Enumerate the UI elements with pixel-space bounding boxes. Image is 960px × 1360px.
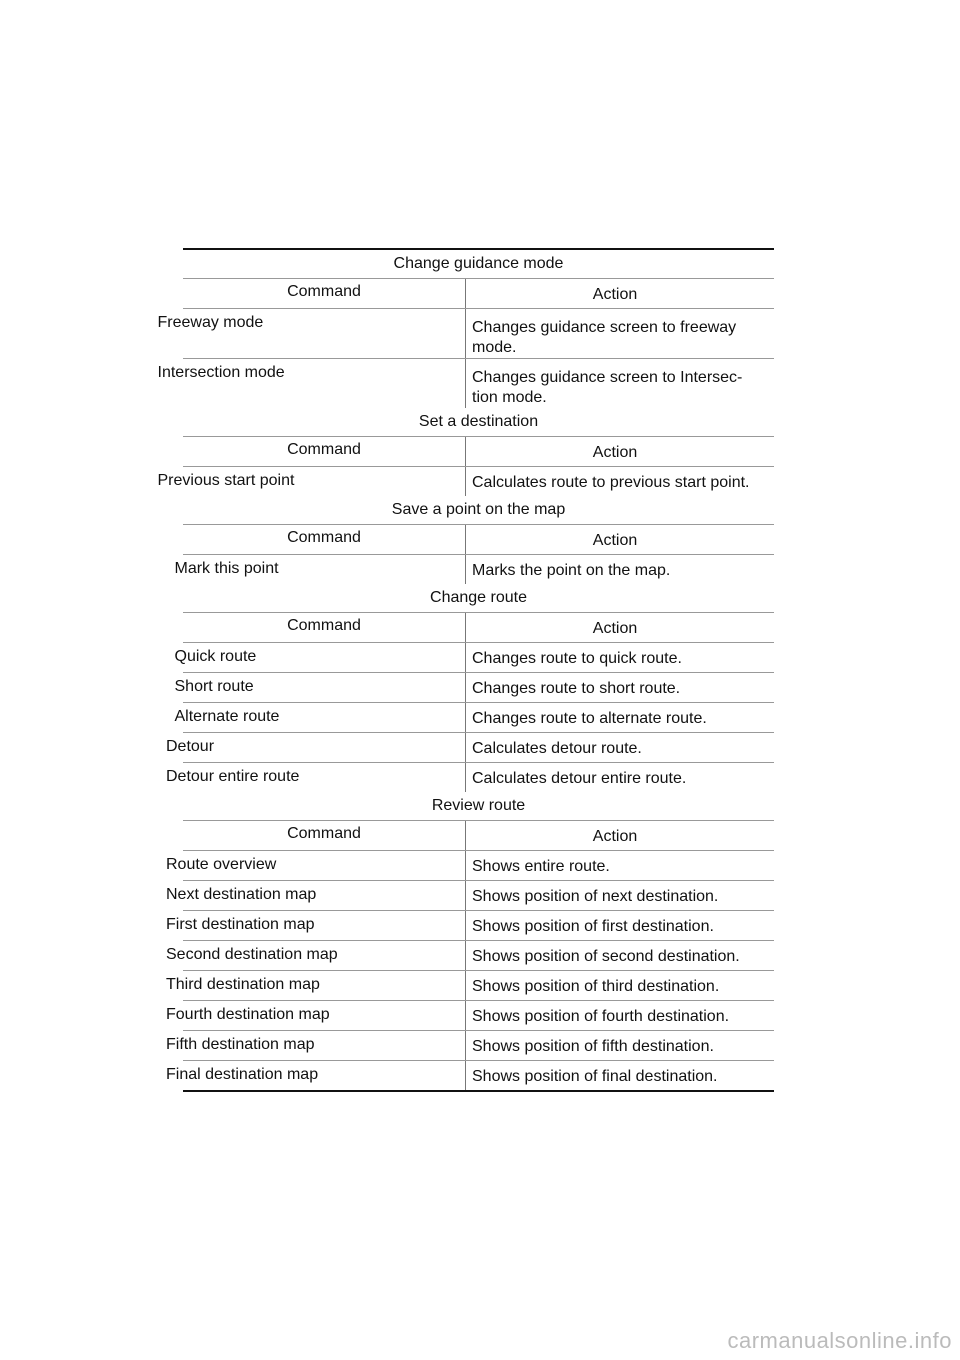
table-row [166, 941, 774, 971]
command-text: Mark this point [174, 560, 279, 577]
command-text: Next destination map [166, 886, 317, 903]
header-row [183, 437, 774, 467]
header-row [183, 279, 774, 309]
command-cell [166, 763, 466, 792]
command-header: Command [183, 613, 466, 642]
command-text: Short route [174, 678, 254, 695]
section-change-guidance-mode [157, 250, 774, 408]
command-cell [166, 1061, 466, 1090]
action-cell: Shows position of final destination. [472, 1068, 718, 1085]
action-cell: Calculates detour entire route. [472, 770, 687, 787]
section-save-a-point-on-the-map [174, 496, 774, 584]
section-title: Change route [183, 584, 774, 613]
command-text: Fifth destination map [166, 1036, 315, 1053]
header-row [183, 613, 774, 643]
command-cell [166, 941, 466, 970]
table-row [157, 309, 774, 359]
action-cell: Shows entire route. [472, 858, 610, 875]
action-cell: Shows position of next destination. [472, 888, 719, 905]
action-cell: Shows position of fifth destination. [472, 1038, 714, 1055]
section-set-a-destination [157, 408, 774, 496]
command-header: Command [183, 279, 466, 308]
command-text: Third destination map [166, 976, 320, 993]
action-header: Action [592, 444, 638, 461]
table-row [166, 763, 774, 792]
action-cell: Shows position of third destination. [472, 978, 720, 995]
table-row [166, 1001, 774, 1031]
table-row [166, 881, 774, 911]
action-cell: Changes guidance screen to freeway mode. [472, 319, 737, 356]
table-row [174, 555, 774, 584]
header-row [183, 525, 774, 555]
action-cell: Calculates detour route. [472, 740, 642, 757]
table-row [166, 733, 774, 763]
action-cell: Calculates route to previous start point. [472, 474, 750, 491]
command-header: Command [183, 525, 466, 554]
table-row [166, 971, 774, 1001]
table-row [157, 467, 774, 496]
command-cell [174, 673, 466, 702]
section-title: Set a destination [183, 408, 774, 437]
section-title: Save a point on the map [183, 496, 774, 525]
command-text: Previous start point [157, 472, 295, 489]
section-review-route [166, 792, 774, 1090]
watermark: carmanualsonline.info [727, 1328, 952, 1353]
table-row [174, 703, 774, 733]
command-cell [157, 467, 466, 496]
command-text: Final destination map [166, 1066, 319, 1083]
command-cell [174, 703, 466, 732]
section-change-route [166, 584, 774, 792]
table-row [157, 359, 774, 408]
command-text: Freeway mode [157, 314, 264, 331]
table-row [174, 673, 774, 703]
header-row [183, 821, 774, 851]
command-header: Command [183, 821, 466, 850]
action-header: Action [592, 620, 638, 637]
command-text: First destination map [166, 916, 315, 933]
action-cell: Shows position of second destination. [472, 948, 740, 965]
command-text: Fourth destination map [166, 1006, 330, 1023]
command-cell [166, 971, 466, 1000]
command-cell [166, 911, 466, 940]
command-cell [166, 733, 466, 762]
table-row [166, 911, 774, 941]
section-title: Change guidance mode [183, 250, 774, 279]
command-text: Intersection mode [157, 364, 285, 381]
command-header: Command [183, 437, 466, 466]
command-text: Detour entire route [166, 768, 300, 785]
command-cell [174, 555, 466, 584]
command-text: Alternate route [174, 708, 280, 725]
command-cell [166, 851, 466, 880]
action-cell: Shows position of fourth destination. [472, 1008, 730, 1025]
command-cell [166, 1031, 466, 1060]
action-cell: Changes route to short route. [472, 680, 681, 697]
command-cell [157, 359, 466, 408]
command-text: Quick route [174, 648, 257, 665]
action-cell: Changes route to quick route. [472, 650, 682, 667]
action-cell: Changes guidance screen to Intersec-tion mode. [472, 369, 743, 406]
action-cell: Marks the point on the map. [472, 562, 671, 579]
command-text: Second destination map [166, 946, 338, 963]
action-header: Action [592, 286, 638, 303]
command-cell [157, 309, 466, 358]
action-cell: Shows position of first destination. [472, 918, 714, 935]
command-cell [166, 1001, 466, 1030]
table-row [166, 1031, 774, 1061]
table-row [174, 643, 774, 673]
action-header: Action [592, 532, 638, 549]
action-header: Action [592, 828, 638, 845]
command-text: Detour [166, 738, 215, 755]
table-row [166, 851, 774, 881]
table-row [166, 1061, 774, 1090]
section-title: Review route [183, 792, 774, 821]
command-cell [174, 643, 466, 672]
command-cell [166, 881, 466, 910]
command-text: Route overview [166, 856, 277, 873]
action-cell: Changes route to alternate route. [472, 710, 707, 727]
voice-command-table [157, 248, 774, 1092]
